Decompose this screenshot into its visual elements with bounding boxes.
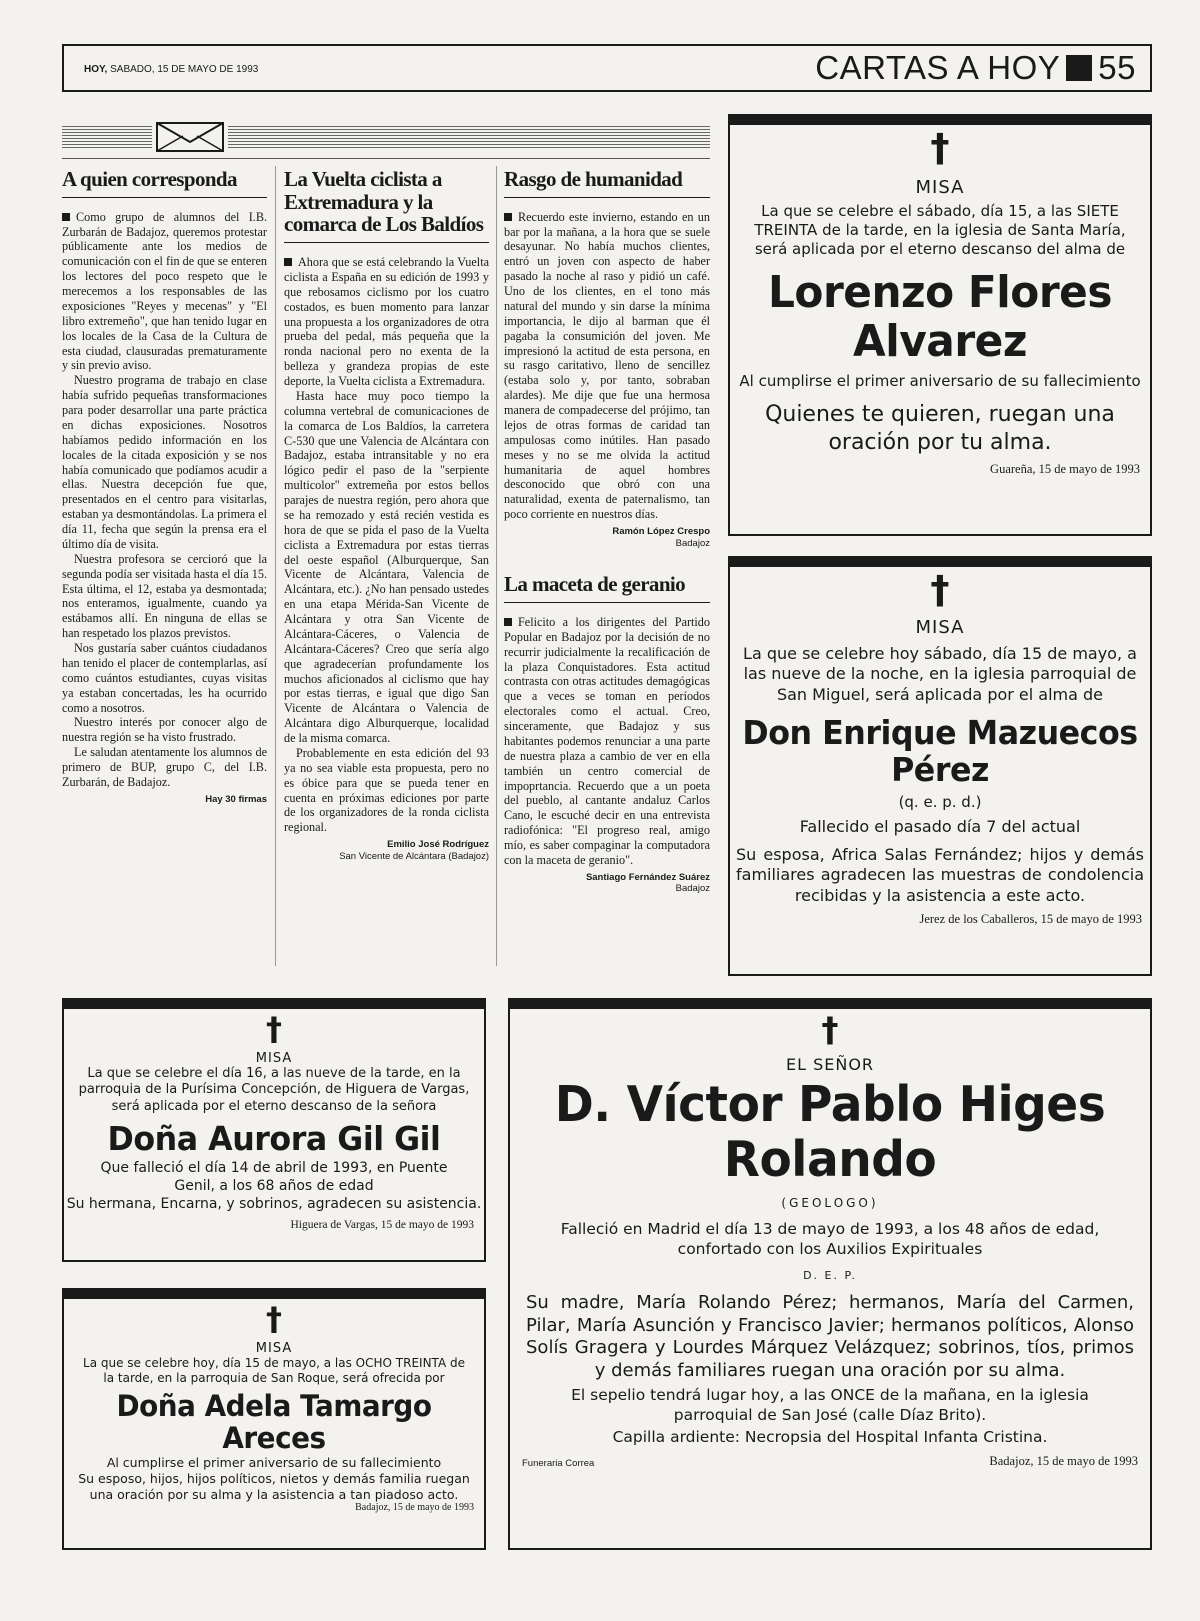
obituary-dateline: Jerez de los Caballeros, 15 de mayo de 1993 (919, 912, 1142, 927)
deceased-name: D. Víctor Pablo Higes (554, 1076, 1106, 1133)
obituary-dateline: Badajoz, 15 de mayo de 1993 (355, 1502, 474, 1514)
obituary-family: Su madre, María Rolando Pérez; hermanos, María del Carmen, Pilar, María Asunción y Francisco Javier; hermanos políticos, Alonso Solís Gragera y Lourdes Márquez Velázquez; sobrinos, tíos, primos y demás familiares ruegan una oración por su alma. (526, 1292, 1134, 1381)
section-title: CARTAS A HOY (815, 49, 1061, 86)
cross-icon: † (930, 568, 950, 612)
obituary-message: Quienes te quieren, ruegan una oración por tu alma. (765, 402, 1115, 455)
obituary-note: Al cumplirse el primer aniversario de su fallecimiento (739, 372, 1141, 391)
deceased-name: Don Enrique Mazuecos (742, 713, 1138, 753)
bullet-icon (284, 258, 292, 266)
obituary-enrique-mazuecos (728, 556, 1152, 976)
letter-place: Badajoz (675, 883, 710, 895)
letter-a-quien-corresponda (62, 168, 267, 805)
cross-icon: † (930, 126, 950, 170)
obituary-heading: MISA (255, 1051, 293, 1066)
letter-paragraph: Como grupo de alumnos del I.B. Zurbarán de Badajoz, queremos protestar públicamente ante los medios de comunicación con el fin de que se enteren los lectores del poco respeto que le merecemos a los responsables de las exposiciones "Reyes y mecenas" y "El libro extremeño", que han tenido lugar en los locales de la Casa de la Cultura de esta ciudad, clausuradas prematuramente y sin previo aviso. (62, 209, 267, 373)
column-divider (275, 166, 276, 966)
burial-info: El sepelio tendrá lugar hoy, a las ONCE de la mañana, en la iglesia parroquial de San José (calle Díaz Brito). (571, 1386, 1089, 1425)
obituary-adela-tamargo (62, 1288, 486, 1550)
bullet-icon (504, 618, 512, 626)
bullet-icon (62, 213, 70, 221)
band-divider (62, 158, 710, 159)
page-header (62, 44, 1152, 92)
letter-paragraph: Nuestro programa de trabajo en clase había sufrido pequeñas transformaciones para poder desarrollar una parte práctica en dichas exposiciones. Nosotros habíamos pedido información en los locales de la citada exposición y se nos había comunicado que podíamos acudir a ellas. Nuestra decepción fue que, presentados en el centro para visitarlas, estaban ya desmontándolas. La primera el día 11, fecha que según la prensa era el último día de visita. (62, 373, 267, 551)
cross-icon: † (266, 1300, 282, 1338)
deceased-name: Doña Adela Tamargo (116, 1389, 432, 1423)
letter-paragraph: Nuestro interés por conocer algo de nuestra región se ha visto frustrado. (62, 715, 267, 745)
profession: (GEOLOGO) (781, 1195, 879, 1210)
section-banner (815, 49, 1136, 87)
letter-paragraph: Felicito a los dirigentes del Partido Popular en Badajoz por la decisión de no recurrir judicialmente la recalificación de la plaza Conquistadores. Esta actitud contrasta con otras actitudes demagógicas que a veces se toman en períodos electorales como el actual. Creo, sinceramente, que Badajoz y sus habitantes podemos renunciar a una parte de nuestra plaza a cambio de ver en ella también un centro comercial de impoprtancia. Recuerdo que a un poeta del pueblo, al cantante andaluz Carlos Cano, le escuché decir en una entrevista radiofónica: "El progreso real, amigo mío, es saber compaginar la computadora con la maceta de geranio". (504, 614, 710, 867)
issue-date: SABADO, 15 DE MAYO DE 1993 (110, 64, 259, 75)
letter-paragraph: Recuerdo este invierno, estando en un bar por la mañana, a la hora que se suele desayunar. No había muchos clientes, entró un joven con aspecto de haber pasado la noche al raso y pidió un café. Uno de los clientes, en el tono más natural del mundo y sin darse la mínima importancia, le dijo al barman que él pagaba la consumición del joven. Me impresionó la actitud de esta persona, en su rasgo caritativo, lleno de sencillez (estaba solo y, por tanto, sobraban alardes). Me dije que fue una hermosa manera de compadecerse del prójimo, tan lejos de otras formas de caridad tan ampulosas como inútiles. Han pasado meses y no se me olvida la actitud humanitaria de aquel hombres desconocido que obró con una naturalidad, exenta de paternalismo, tan poco corriente en nuestros días. (504, 209, 710, 522)
obituary-family: Su hermana, Encarna, y sobrinos, agradecen su asistencia. (66, 1195, 482, 1212)
obituary-heading: MISA (915, 617, 965, 638)
obituary-died: Que falleció el día 14 de abril de 1993, en Puente Genil, a los 68 años de edad (100, 1159, 448, 1194)
letter-paragraph: Ahora que se está celebrando la Vuelta ciclista a España en su edición de 1993 y que rebosamos ciclismo por los cuatro costados, es buen momento para lanzar una propuesta a los organizadores de otra prueba del pedal, más pequeña que la ronda nacional pero no exenta de la belleza y grandeza propias de este deporte, la Vuelta ciclista a Extremadura. (284, 255, 489, 389)
letter-title: La Vuelta ciclista a Extremadura y la comarca de Los Baldíos (284, 168, 489, 243)
cross-icon: † (266, 1010, 282, 1048)
deceased-name: Rolando (723, 1130, 937, 1188)
header-dateline (84, 64, 258, 75)
obituary-dateline: Badajoz, 15 de mayo de 1993 (989, 1453, 1138, 1468)
page-number: 55 (1098, 49, 1136, 86)
obituary-dateline: Higuera de Vargas, 15 de mayo de 1993 (290, 1219, 474, 1232)
letters-section-band (62, 120, 710, 154)
obituary-family: Su esposo, hijos, hijos políticos, nietos y demás familia ruegan una oración por su alma y la asistencia a tan piadoso acto. (78, 1470, 470, 1502)
letter-signature: Ramón López Crespo (612, 526, 710, 538)
letter-place: Badajoz (675, 537, 710, 549)
deceased-name: Pérez (891, 750, 989, 790)
chapel-info: Capilla ardiente: Necropsia del Hospital Infanta Cristina. (612, 1428, 1048, 1447)
obituary-lorenzo-flores (728, 114, 1152, 536)
letters-column-3 (504, 168, 710, 895)
qepd-text: (q. e. p. d.) (898, 793, 982, 812)
letter-signature: Emilio José Rodríguez (387, 839, 489, 851)
letter-paragraph: Nos gustaría saber cuántos ciudadanos han tenido el placer de contemplarlas, así como cuántos estudiantes, cuyas visitas ya estaban concertadas, les ha ocurrido como a nosotros. (62, 641, 267, 715)
obituary-heading: MISA (915, 177, 965, 198)
obituary-intro: La que se celebre hoy sábado, día 15 de mayo, a las nueve de la noche, en la iglesia parroquial de San Miguel, será aplicada por el alma de (743, 644, 1137, 704)
obituary-aurora-gil (62, 998, 486, 1262)
square-ornament-icon (1066, 55, 1092, 81)
letter-signature: Hay 30 firmas (205, 793, 267, 805)
funeral-home: Funeraria Correa (522, 1457, 595, 1469)
letter-title: Rasgo de humanidad (504, 168, 710, 198)
obituary-died: Falleció en Madrid el día 13 de mayo de 1993, a los 48 años de edad, confortado con los Auxilios Expirituales (560, 1219, 1100, 1258)
cross-icon: † (821, 1010, 839, 1050)
obituary-note: Al cumplirse el primer aniversario de su fallecimiento (106, 1454, 442, 1470)
deceased-name: Alvarez (853, 315, 1027, 367)
paper-name: HOY, (84, 64, 108, 75)
dep-text: D. E. P. (803, 1269, 857, 1283)
letter-title: La maceta de geranio (504, 573, 710, 603)
letter-vuelta-ciclista (284, 168, 489, 862)
letter-signature: Santiago Fernández Suárez (585, 871, 710, 883)
obituary-intro: La que se celebre hoy, día 15 de mayo, a las OCHO TREINTA de la tarde, en la parroquia de San Roque, será ofrecida por (83, 1356, 465, 1385)
obituary-heading: EL SEÑOR (785, 1055, 875, 1074)
envelope-icon (152, 120, 228, 154)
letter-place: San Vicente de Alcántara (Badajoz) (339, 850, 489, 862)
obituary-heading: MISA (255, 1341, 293, 1356)
column-divider (496, 166, 497, 966)
letter-paragraph: Hasta hace muy poco tiempo la columna vertebral de comunicaciones de la comarca de Los Baldíos, la carretera C-530 que une Valencia de Alcántara con Badajoz, estaba intransitable y no era lógico pedir el paso de la "serpiente multicolor" extremeña por estos bellos parajes de nuestra región, pero ahora que se ha remozado y está recién vestida es hora de que se pida el paso de la Vuelta ciclista a Extremadura por estas tierras del oeste español (Alburquerque, San Vicente de Alcántara, Valencia de Alcántara, etc.). ¿No han pensado ustedes en una etapa Mérida-San Vicente de Alcántara y otra San Vicente de Alcántara-Cáceres, o Valencia de Alcántara-Cáceres? Creo que sería algo que agradecerían profundamente los muchos aficionados al ciclismo que hay por estas tierras, e igual que digo San Vicente de Alcántara o Valencia de Alcántara digo Alburquerque, localidad de la misma comarca. (284, 388, 489, 746)
obituary-intro: La que se celebre el día 16, a las nueve de la tarde, en la parroquia de la Purísima Concepción, de Higuera de Vargas, será aplicada por el eterno descanso de la señora (78, 1066, 470, 1114)
deceased-name: Doña Aurora Gil Gil (107, 1118, 441, 1158)
deceased-name: Areces (222, 1421, 326, 1456)
obituary-family: Su esposa, Africa Salas Fernández; hijos y demás familiares agradecen las muestras de condolencia recibidas y la asistencia a este acto. (736, 844, 1144, 905)
obituary-dateline: Guareña, 15 de mayo de 1993 (990, 462, 1140, 477)
letter-paragraph: Nuestra profesora se cercioró que la segunda podía ser visitada hasta el día 15. Esta última, el 12, estaba ya desmontada; nos enteramos, igualmente, cuando ya estábamos allí. En ninguna de ellas se han respetado los plazos previstos. (62, 551, 267, 641)
deceased-name: Lorenzo Flores (767, 266, 1113, 318)
letter-title: A quien corresponda (62, 168, 267, 198)
obituary-victor-higes (508, 998, 1152, 1550)
obituary-intro: La que se celebre el sábado, día 15, a las SIETE TREINTA de la tarde, en la iglesia de Santa María, será aplicada por el eterno descanso del alma de (754, 202, 1126, 259)
obituary-died: Fallecido el pasado día 7 del actual (799, 816, 1081, 836)
letter-paragraph: Probablemente en esta edición del 93 ya no sea viable esta propuesta, pero no es óbice para que se pueda tener en cuenta en próximas ediciones por parte de los organizadores de la ronda ciclista regional. (284, 745, 489, 835)
letter-paragraph: Le saludan atentamente los alumnos de primero de BUP, grupo C, del I.B. Zurbarán, de Badajoz. (62, 745, 267, 789)
bullet-icon (504, 213, 512, 221)
